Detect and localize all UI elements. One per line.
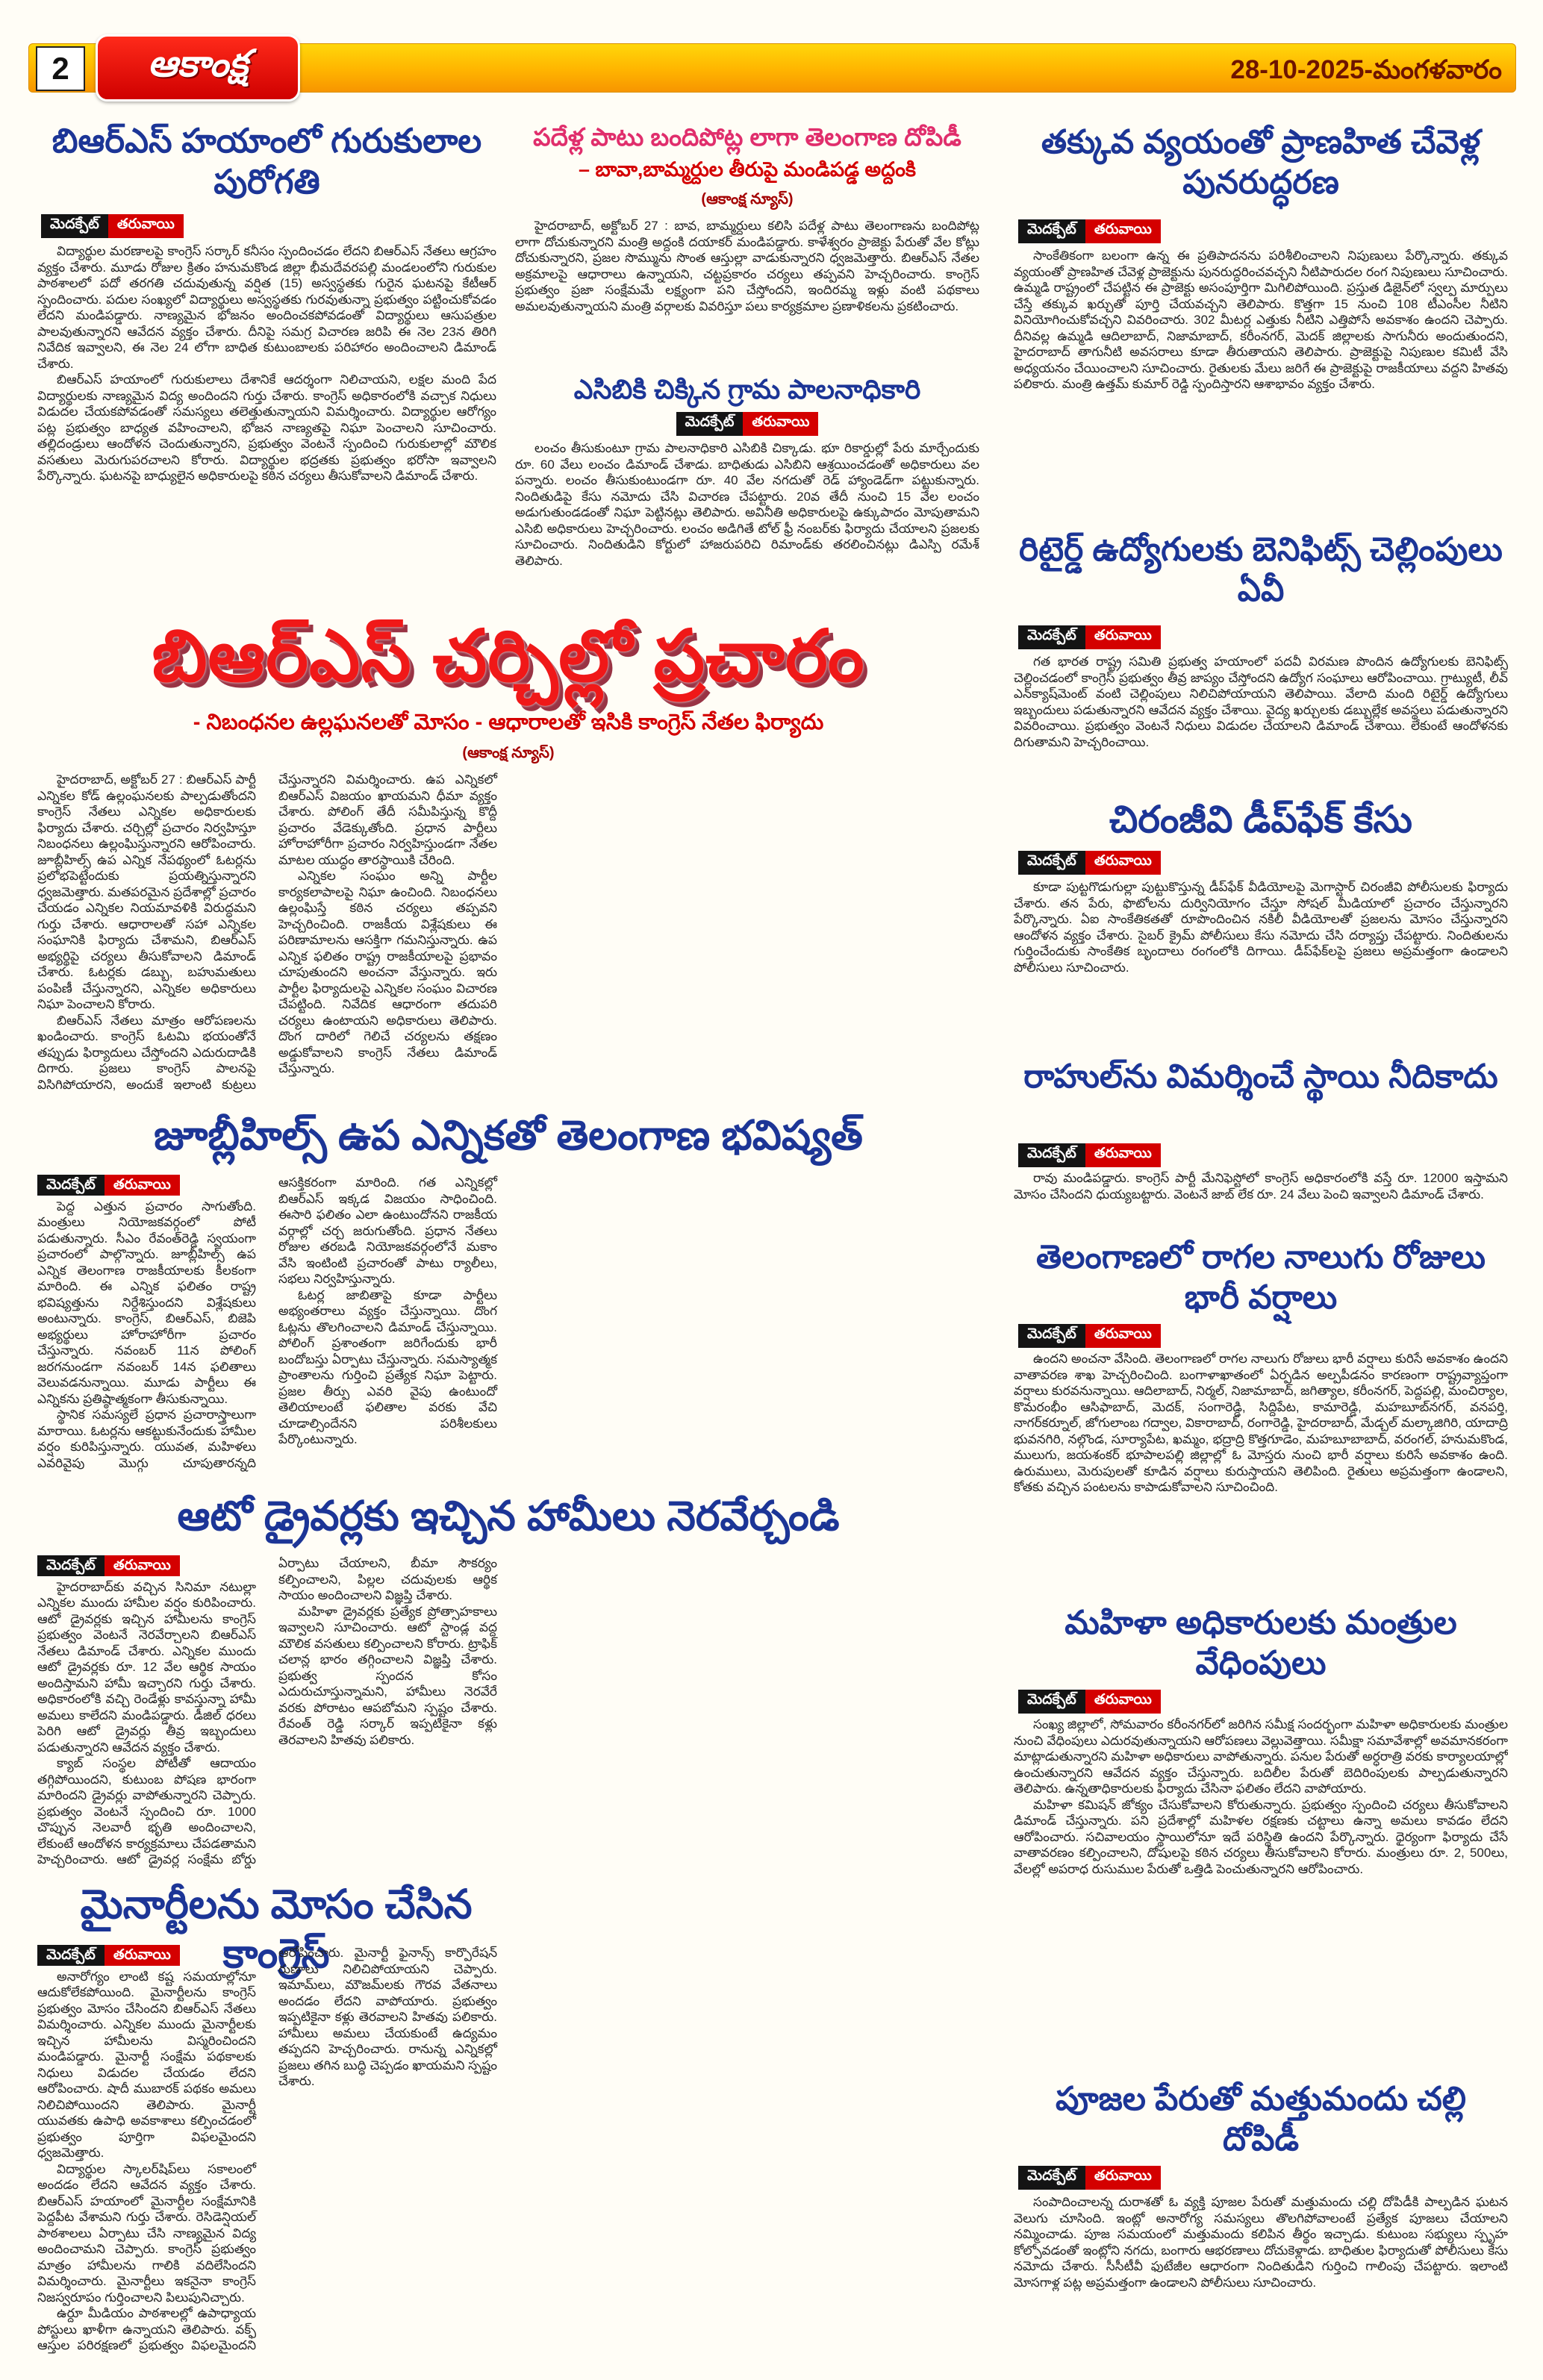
dateline-continuation: తరువాయి — [1085, 2166, 1161, 2190]
article-body-retired — [1014, 654, 1508, 794]
headline-rahul: రాహుల్‌ను విమర్శించే స్థాయి నీదికాదు — [1023, 1058, 1498, 1095]
dateline-continuation: తరువాయి — [105, 1175, 180, 1196]
edition-date: 28-10-2025-మంగళవారం — [1230, 55, 1502, 84]
dateline-tags — [1018, 1690, 1161, 1714]
body-paragraph: బిఆర్ఎస్ నేతలు మాత్రం ఆరోపణలను ఖండించారు. కాంగ్రెస్ ఓటమి భయంతోనే తప్పుడు ఫిర్యాదులు చేస్తోందని ఎదురుదాడికి దిగారు. ప్రజలు కాంగ్రెస్ పాలనపై విసిగిపోయారని, అందుకే ఇలాంటి కుట్రలు చేస్తున్నారని విమర్శించారు. ఉప ఎన్నికలో బిఆర్ఎస్ విజయం ఖాయమని ధీమా వ్యక్తం చేశారు. పోలింగ్ తేదీ సమీపిస్తున్న కొద్దీ ప్రచారం వేడెక్కుతోంది. ప్రధాన పార్టీలు హోరాహోరీగా ప్రచారం నిర్వహిస్తుండగా నేతల మాటల యుద్ధం తారస్థాయికి చేరింది. — [37, 772, 497, 1092]
dateline-tags — [515, 412, 979, 436]
dateline-place: మెదక్పేట్ — [37, 1945, 105, 1966]
body-paragraph: లంచం తీసుకుంటూ గ్రామ పాలనాధికారి ఎసిబికి చిక్కాడు. భూ రికార్డుల్లో పేరు మార్చేందుకు రూ. 60 వేలు లంచం డిమాండ్ చేశాడు. బాధితుడు ఎసిబిని ఆశ్రయించడంతో అధికారులు వల పన్నారు. లంచం తీసుకుంటుండగా రూ. 40 వేల నగదుతో రెడ్ హ్యాండెడ్‌గా పట్టుకున్నారు. నిందితుడిపై కేసు నమోదు చేసి విచారణ చేపట్టారు. 20వ తేదీ నుంచి 15 వేల లంచం అడుగుతుండడంతో నిఘా పెట్టినట్లు తెలిపారు. అవినీతి అధికారులపై ఉక్కుపాదం మోపుతామని ఎసిబి అధికారులు హెచ్చరించారు. లంచం అడిగితే టోల్ ఫ్రీ నంబర్‌కు ఫిర్యాదు చేయాలని ప్రజలకు సూచించారు. నిందితుడిని కోర్టులో హాజరుపరిచి రిమాండ్‌కు తరలించినట్లు డిఎస్పి రమేశ్ తెలిపారు. — [515, 441, 979, 568]
headline-jubilee: జూబ్లీహిల్స్ ఉప ఎన్నికతో తెలంగాణ భవిష్యత్ — [154, 1112, 863, 1158]
dateline-continuation: తరువాయి — [1085, 851, 1161, 875]
article-body-deepfake — [1014, 879, 1508, 1052]
subhead-dopidi: – బావా,బామ్మర్దుల తీరుపై మండిపడ్డ అద్దంకి — [579, 158, 916, 181]
body-paragraph: గత భారత రాష్ట్ర సమితి ప్రభుత్వ హయాంలో పదవీ విరమణ పొందిన ఉద్యోగులకు బెనిఫిట్స్ చెల్లించడంలో కాంగ్రెస్ ప్రభుత్వం తీవ్ర జాప్యం చేస్తోందని ఉద్యోగ సంఘాలు ఆరోపించాయి. గ్రాట్యుటీ, లీవ్ ఎన్‌క్యాష్‌మెంట్ వంటి చెల్లింపులు నిలిచిపోయాయని తెలిపాయి. వేలాది మంది రిటైర్డ్ ఉద్యోగులు ఇబ్బందులు పడుతున్నారని ఆవేదన వ్యక్తం చేశాయి. వైద్య ఖర్చులకు డబ్బుల్లేక అవస్థలు పడుతున్నారని వివరించాయి. ప్రభుత్వం వెంటనే నిధులు విడుదల చేయాలని డిమాండ్ చేశాయి. లేకుంటే ఆందోళనకు దిగుతామని హెచ్చరించాయి. — [1014, 655, 1508, 749]
dateline-place: మెదక్పేట్ — [676, 412, 744, 436]
article-body-auto — [37, 1555, 979, 1875]
dateline-place: మెదక్పేట్ — [1018, 219, 1085, 243]
body-paragraph: మహిళా కమిషన్ జోక్యం చేసుకోవాలని కోరుతున్నారు. ప్రభుత్వం స్పందించి చర్యలు తీసుకోవాలని డిమాండ్ చేస్తున్నారు. పని ప్రదేశాల్లో మహిళల రక్షణకు చట్టాలు ఉన్నా అమలు కావడం లేదని ఆరోపించారు. సచివాలయం స్థాయిలోనూ ఇదే పరిస్థితి ఉందని పేర్కొన్నారు. ధైర్యంగా ఫిర్యాదు చేసే వాతావరణం కల్పించాలని, దోషులపై కఠిన చర్యలు తీసుకోవాలని కోరారు. మంత్రులు రూ. 2, 500లు, వేలల్లో అపరాధ రుసుముల పేరుతో ఒత్తిడి పెంచుతున్నారని ఆరోపించారు. — [1014, 1797, 1508, 1876]
headline-deepfake: చిరంజీవి డీప్‌ఫేక్ కేసు — [1109, 799, 1412, 840]
dateline-tags — [37, 1175, 180, 1196]
dateline-continuation: తరువాయి — [1085, 1690, 1161, 1714]
body-paragraph: ఎన్నికల సంఘం అన్ని పార్టీల కార్యకలాపాలపై నిఘా ఉంచింది. నిబంధనలు ఉల్లంఘిస్తే కఠిన చర్యలు తప్పవని హెచ్చరించింది. రాజకీయ విశ్లేషకులు ఈ పరిణామాలను ఆసక్తిగా గమనిస్తున్నారు. ఉప ఎన్నిక ఫలితం రాష్ట్ర రాజకీయాలపై ప్రభావం చూపుతుందని అంచనా వేస్తున్నారు. ఇరు పార్టీల ఫిర్యాదులపై ఎన్నికల సంఘం విచారణ చేపట్టింది. నివేదిక ఆధారంగా తదుపరి చర్యలు ఉంటాయని అధికారులు తెలిపారు. దొంగ దారిలో గెలిచే చర్యలను తక్షణం అడ్డుకోవాలని కాంగ్రెస్ నేతలు డిమాండ్ చేస్తున్నారు. — [278, 869, 497, 1075]
dateline-tags — [37, 1555, 180, 1576]
article-body-gurukula — [37, 243, 496, 613]
page-number: 2 — [36, 46, 85, 91]
body-paragraph: రావు మండిపడ్డారు. కాంగ్రెస్ పార్టీ మేనిఫెస్టోలో కాంగ్రెస్ అధికారంలోకి వస్తే రూ. 12000 ఇస్తామని మోసం చేసిందని ధుయ్యబట్టారు. వెంటనే జాబ్ లేక రూ. 24 వేలు పెంచి ఇవ్వాలని డిమాండ్ చేశారు. — [1014, 1171, 1508, 1202]
body-paragraph: హైదరాబాద్, అక్టోబర్ 27 : బిఆర్ఎస్ పార్టీ ఎన్నికల కోడ్ ఉల్లంఘనలకు పాల్పడుతోందని కాంగ్రెస్ నేతలు ఎన్నికల అధికారులకు ఫిర్యాదు చేశారు. చర్చిల్లో ప్రచారం నిర్వహిస్తూ నిబంధనలు ఉల్లంఘిస్తున్నారని ఆరోపించారు. జూబ్లీహిల్స్ ఉప ఎన్నిక నేపథ్యంలో ఓటర్లను ప్రలోభపెట్టేందుకు ప్రయత్నిస్తున్నారని ధ్వజమెత్తారు. మతపరమైన ప్రదేశాల్లో ప్రచారం చేయడం ఎన్నికల నియమావళికి విరుద్ధమని గుర్తు చేశారు. ఆధారాలతో సహా ఎన్నికల సంఘానికి ఫిర్యాదు చేశామని, బిఆర్ఎస్ అభ్యర్థిపై చర్యలు తీసుకోవాలని డిమాండ్ చేశారు. ఓటర్లకు డబ్బు, బహుమతులు పంపిణీ చేస్తున్నారని, ఎన్నికల అధికారులు నిఘా పెంచాలని కోరారు. — [37, 772, 256, 1011]
article-body-pooja — [1014, 2194, 1508, 2366]
headline-minority: మైనార్టీలను మోసం చేసిన కాంగ్రెస్ — [80, 1882, 473, 1976]
dateline-tags — [1018, 851, 1161, 875]
headline-pooja: పూజల పేరుతో మత్తుమందు చల్లి దోపిడీ — [1055, 2081, 1467, 2158]
dateline-tags — [41, 214, 184, 238]
dateline-tags — [1018, 219, 1161, 243]
headline-gurukula: బిఆర్ఎస్ హయాంలో గురుకులాల పురోగతి — [52, 122, 482, 201]
body-paragraph: హైదరాబాద్‌కు వచ్చిన సినిమా నటుల్లా ఎన్నికల ముందు హామీల వర్షం కురిపించారు. ఆటో డ్రైవర్లకు ఇచ్చిన హామీలను కాంగ్రెస్ ప్రభుత్వం వెంటనే నెరవేర్చాలని బిఆర్ఎస్ నేతలు డిమాండ్ చేశారు. ఎన్నికల ముందు ఆటో డ్రైవర్లకు రూ. 12 వేల ఆర్థిక సాయం అందిస్తామని హామీ ఇచ్చారని గుర్తు చేశారు. అధికారంలోకి వచ్చి రెండేళ్లు కావస్తున్నా హామీ అమలు కాలేదని మండిపడ్డారు. డీజిల్ ధరలు పెరిగి ఆటో డ్రైవర్లు తీవ్ర ఇబ్బందులు పడుతున్నారని ఆవేదన వ్యక్తం చేశారు. — [37, 1579, 256, 1755]
dateline-continuation: తరువాయి — [1085, 219, 1161, 243]
news-credit: (ఆకాంక్ష న్యూస్) — [701, 191, 794, 207]
body-paragraph: స్థానిక సమస్యలే ప్రధాన ప్రచారాస్త్రాలుగా మారాయి. ఓటర్లను ఆకట్టుకునేందుకు హామీల వర్షం కురిపిస్తున్నారు. యువత, మహిళలు ఎవరివైపు మొగ్గు చూపుతారన్నది ఆసక్తికరంగా మారింది. గత ఎన్నికల్లో బిఆర్ఎస్ ఇక్కడ విజయం సాధించింది. ఈసారి ఫలితం ఎలా ఉంటుందోనని రాజకీయ వర్గాల్లో చర్చ జరుగుతోంది. ప్రధాన నేతలు రోజుల తరబడి నియోజకవర్గంలోనే మకాం వేసి ఇంటింటి ప్రచారంతో పాటు ర్యాలీలు, సభలు నిర్వహిస్తున్నారు. — [37, 1175, 497, 1470]
body-paragraph: మహిళా డ్రైవర్లకు ప్రత్యేక ప్రోత్సాహకాలు ఇవ్వాలని సూచించారు. ఆటో స్టాండ్ల వద్ద మౌలిక వసతులు కల్పించాలని కోరారు. ట్రాఫిక్ చలాన్ల భారం తగ్గించాలని విజ్ఞప్తి చేశారు. ప్రభుత్వ స్పందన కోసం ఎదురుచూస్తున్నామని, హామీలు నెరవేరే వరకు పోరాటం ఆపబోమని స్పష్టం చేశారు. రేవంత్ రెడ్డి సర్కార్ ఇప్పటికైనా కళ్లు తెరవాలని హితవు పలికారు. — [278, 1604, 497, 1747]
dateline-continuation: తరువాయి — [105, 1555, 180, 1576]
article-body-jubilee — [37, 1175, 979, 1484]
body-paragraph: ఉందని అంచనా వేసింది. తెలంగాణలో రాగల నాలుగు రోజులు భారీ వర్షాలు కురిసే అవకాశం ఉందని వాతావరణ శాఖ హెచ్చరించింది. బంగాళాఖాతంలో ఏర్పడిన అల్పపీడనం కారణంగా రాష్ట్రవ్యాప్తంగా వర్షాలు కురవనున్నాయి. ఆదిలాబాద్, నిర్మల్, నిజామాబాద్, జగిత్యాల, కరీంనగర్, పెద్దపల్లి, మంచిర్యాల, కొమరంభీం ఆసిఫాబాద్, మెదక్, సంగారెడ్డి, సిద్దిపేట, కామారెడ్డి, మహబూబ్‌నగర్, వనపర్తి, నాగర్‌కర్నూల్, జోగులాంబ గద్వాల, వికారాబాద్, రంగారెడ్డి, హైదరాబాద్, మేడ్చల్ మల్కాజిగిరి, యాదాద్రి భువనగిరి, నల్గొండ, సూర్యాపేట, ఖమ్మం, భద్రాద్రి కొత్తగూడెం, మహబూబాబాద్, వరంగల్, హనుమకొండ, ములుగు, జయశంకర్ భూపాలపల్లి జిల్లాల్లో ఓ మోస్తరు నుంచి భారీ వర్షాలు కురిసే అవకాశం ఉంది. ఉరుములు, మెరుపులతో కూడిన వర్షాలు కురుస్తాయని తెలిపింది. రైతులు అప్రమత్తంగా ఉండాలని, కోతకు వచ్చిన పంటలను కాపాడుకోవాలని సూచించింది. — [1014, 1352, 1508, 1494]
body-paragraph: బిఆర్ఎస్ హయాంలో గురుకులాలు దేశానికే ఆదర్శంగా నిలిచాయని, లక్షల మంది పేద విద్యార్థులకు నాణ్యమైన విద్య అందిందని గుర్తు చేశారు. కాంగ్రెస్ అధికారంలోకి వచ్చాక నిధులు విడుదల చేయకపోవడంతో సమస్యలు తలెత్తుతున్నాయని విమర్శించారు. విద్యార్థుల ఆరోగ్యం పట్ల ప్రభుత్వం బాధ్యత వహించాలని, భోజన నాణ్యతపై నిఘా పెంచాలని సూచించారు. తల్లిదండ్రులు ఆందోళన చెందుతున్నారని, ప్రభుత్వం వెంటనే స్పందించి గురుకులాల్లో మౌలిక వసతులు మెరుగుపరచాలని కోరారు. విద్యార్థుల భద్రతకు ప్రభుత్వం భరోసా ఇవ్వాలని పేర్కొన్నారు. ఘటనపై బాధ్యులైన అధికారులపై కఠిన చర్యలు తీసుకోవాలని డిమాండ్ చేశారు. — [37, 372, 496, 483]
dateline-tags — [1018, 625, 1161, 649]
body-paragraph: సంపాదించాలన్న దురాశతో ఓ వ్యక్తి పూజల పేరుతో మత్తుమందు చల్లి దోపిడీకి పాల్పడిన ఘటన వెలుగు చూసింది. ఇంట్లో అనారోగ్య సమస్యలు తొలగిపోవాలంటే ప్రత్యేక పూజలు చేయాలని నమ్మించాడు. పూజ సమయంలో మత్తుమందు కలిపిన తీర్థం ఇచ్చాడు. కుటుంబ సభ్యులు స్పృహ కోల్పోవడంతో ఇంట్లోని నగదు, బంగారు ఆభరణాలు దోచుకెళ్లాడు. బాధితుల ఫిర్యాదుతో పోలీసులు కేసు నమోదు చేశారు. సీసీటీవీ ఫుటేజీల ఆధారంగా నిందితుడిని గుర్తించి గాలింపు చేపట్టారు. ఇలాంటి మోసగాళ్ల పట్ల అప్రమత్తంగా ఉండాలని పోలీసులు సూచించారు. — [1014, 2195, 1508, 2290]
body-paragraph: కూడా పుట్టగొడుగుల్లా పుట్టుకొస్తున్న డీప్‌ఫేక్ వీడియోలపై మెగాస్టార్ చిరంజీవి పోలీసులకు ఫిర్యాదు చేశారు. తన పేరు, ఫొటోలను దుర్వినియోగం చేస్తూ సోషల్ మీడియాలో ప్రచారం చేస్తున్నారని పేర్కొన్నారు. ఏఐ సాంకేతికతతో రూపొందించిన నకిలీ వీడియోలతో ప్రజలను మోసం చేస్తున్నారని ఆందోళన వ్యక్తం చేశారు. సైబర్ క్రైమ్ పోలీసులు కేసు నమోదు చేసి దర్యాప్తు చేపట్టారు. నిందితులను గుర్తించేందుకు సాంకేతిక బృందాలు రంగంలోకి దిగాయి. డీప్‌ఫేక్‌లపై ప్రజలు అప్రమత్తంగా ఉండాలని పోలీసులు సూచించారు. — [1014, 880, 1508, 975]
dateline-place: మెదక్పేట్ — [1018, 625, 1085, 649]
body-paragraph: పెద్ద ఎత్తున ప్రచారం సాగుతోంది. మంత్రులు నియోజకవర్గంలో పోటీ పడుతున్నారు. సీఎం రేవంత్‌రెడ్డి స్వయంగా ప్రచారంలో పాల్గొన్నారు. జూబ్లీహిల్స్ ఉప ఎన్నిక తెలంగాణ రాజకీయాలకు కీలకంగా మారింది. ఈ ఎన్నిక ఫలితం రాష్ట్ర భవిష్యత్తును నిర్దేశిస్తుందని విశ్లేషకులు అంటున్నారు. కాంగ్రెస్, బిఆర్ఎస్, బిజెపి అభ్యర్థులు హోరాహోరీగా ప్రచారం చేస్తున్నారు. నవంబర్ 11న పోలింగ్ జరగనుండగా నవంబర్ 14న ఫలితాలు వెలువడనున్నాయి. మూడు పార్టీలు ఈ ఎన్నికను ప్రతిష్ఠాత్మకంగా తీసుకున్నాయి. — [37, 1199, 256, 1406]
dateline-continuation: తరువాయి — [1085, 1324, 1161, 1348]
article-body-church — [37, 772, 979, 1105]
subhead-church: - నిబంధనల ఉల్లఘనలతో మోసం - ఆధారాలతో ఇసికి కాంగ్రెస్ నేతల ఫిర్యాదు — [193, 710, 824, 734]
dateline-place: మెదక్పేట్ — [1018, 1324, 1085, 1348]
body-paragraph: విద్యార్థుల మరణాలపై కాంగ్రెస్ సర్కార్ కనీసం స్పందించడం లేదని బిఆర్ఎస్ నేతలు ఆగ్రహం వ్యక్తం చేశారు. మూడు రోజుల క్రితం హనుమకొండ జిల్లా భీమదేవరపల్లి మండలంలోని గురుకుల పాఠశాలలో పదో తరగతి చదువుతున్న వర్షిత (15) అస్వస్థతకు గురైన ఘటనపై కేటీఆర్ స్పందించారు. పదుల సంఖ్యలో విద్యార్థులు అస్వస్థతకు గురవుతున్నా ప్రభుత్వం పట్టించుకోవడం లేదని మండిపడ్డారు. నాణ్యమైన భోజనం అందించకపోవడంతో విద్యార్థులు ఆసుపత్రుల పాలవుతున్నారని ఆవేదన వ్యక్తం చేశారు. దీనిపై సమగ్ర విచారణ జరిపి ఈ నెల 23న తిరిగి నివేదిక ఇవ్వాలని, ఈ నెల 24 లోగా బాధిత కుటుంబాలకు పరిహారం అందించాలని డిమాండ్ చేశారు. — [37, 244, 496, 371]
article-body-women — [1014, 1717, 1508, 2072]
headline-auto: ఆటో డ్రైవర్లకు ఇచ్చిన హామీలు నెరవేర్చండి — [177, 1493, 840, 1539]
dateline-continuation: తరువాయి — [1085, 625, 1161, 649]
headline-retired: రిటైర్డ్ ఉద్యోగులకు బెనిఫిట్స్ చెల్లింపులు ఏవీ — [1019, 531, 1503, 608]
article-body-pranahita — [1014, 248, 1508, 524]
news-credit: (ఆకాంక్ష న్యూస్) — [462, 745, 555, 761]
dateline-place: మెదక్పేట్ — [37, 1175, 105, 1196]
dateline-tags — [37, 1945, 180, 1966]
article-body-acb — [515, 440, 979, 619]
dateline-place: మెదక్పేట్ — [1018, 1143, 1085, 1167]
body-paragraph: క్యాబ్ సంస్థల పోటీతో ఆదాయం తగ్గిపోయిందని, కుటుంబ పోషణ భారంగా మారిందని డ్రైవర్లు వాపోతున్నారని చెప్పారు. ప్రభుత్వం వెంటనే స్పందించి రూ. 1000 చొప్పున నెలవారీ భృతి అందించాలని, లేకుంటే ఆందోళన కార్యక్రమాలు చేపడతామని హెచ్చరించారు. ఆటో డ్రైవర్ల సంక్షేమ బోర్డు ఏర్పాటు చేయాలని, బీమా సౌకర్యం కల్పించాలని, పిల్లల చదువులకు ఆర్థిక సాయం అందించాలని విజ్ఞప్తి చేశారు. — [37, 1556, 497, 1867]
dateline-continuation: తరువాయి — [1085, 1143, 1161, 1167]
dateline-tags — [1018, 1324, 1161, 1348]
article-body-dopidi — [515, 218, 979, 369]
masthead-logo: ఆకాంక్ష — [96, 34, 300, 101]
dateline-tags — [1018, 1143, 1161, 1167]
body-paragraph: అనారోగ్యం లాంటి కష్ట సమయాల్లోనూ ఆదుకోలేకపోయింది. మైనార్టీలను కాంగ్రెస్ ప్రభుత్వం మోసం చేసిందని బిఆర్ఎస్ నేతలు విమర్శించారు. ఎన్నికల ముందు మైనార్టీలకు ఇచ్చిన హామీలను విస్మరించిందని మండిపడ్డారు. మైనార్టీ సంక్షేమ పథకాలకు నిధులు విడుదల చేయడం లేదని ఆరోపించారు. షాదీ ముబారక్ పథకం అమలు నిలిచిపోయిందని తెలిపారు. మైనార్టీ యువతకు ఉపాధి అవకాశాలు కల్పించడంలో ప్రభుత్వం పూర్తిగా విఫలమైందని ధ్వజమెత్తారు. — [37, 1969, 256, 2160]
article-body-minority — [37, 1945, 979, 2366]
body-paragraph: సంఖ్య జిల్లాలో, సోమవారం కరీంనగర్‌లో జరిగిన సమీక్ష సందర్భంగా మహిళా అధికారులకు మంత్రుల నుంచి వేధింపులు ఎదురవుతున్నాయని ఆరోపణలు వెల్లువెత్తాయి. సమీక్షా సమావేశాల్లో అవమానకరంగా మాట్లాడుతున్నారని మహిళా అధికారులు వాపోతున్నారు. పనుల పేరుతో అర్ధరాత్రి వరకు కార్యాలయాల్లో ఉంచుతున్నారని ఆవేదన వ్యక్తం చేస్తున్నారు. బదిలీల పేరుతో బెదిరింపులకు పాల్పడుతున్నారని తెలిపారు. ఉన్నతాధికారులకు ఫిర్యాదు చేసినా ఫలితం లేదని వాపోయారు. — [1014, 1717, 1508, 1796]
body-paragraph: హైదరాబాద్, అక్టోబర్ 27 : బావ, బామ్మర్దులు కలిసి పదేళ్ల పాటు తెలంగాణను బందిపోట్ల లాగా దోచుకున్నారని మంత్రి అద్దంకి దయాకర్ మండిపడ్డారు. కాళేశ్వరం ప్రాజెక్టు పేరుతో వేల కోట్లు దోచుకున్నారని, ప్రజల సొమ్మును సొంత ఆస్తుల్లా వాడుకున్నారని ధ్వజమెత్తారు. బిఆర్ఎస్ నేతల అక్రమాలపై ఆధారాలు ఉన్నాయని, చట్టప్రకారం చర్యలు తప్పవని హెచ్చరించారు. కాంగ్రెస్ ప్రభుత్వం ప్రజా సంక్షేమమే లక్ష్యంగా పని చేస్తోందని, ఇందిరమ్మ ఇళ్లు వంటి పథకాలు అమలవుతున్నాయని మంత్రి వర్గాలకు వివరిస్తూ పలు కార్యక్రమాల ప్రణాళికలను ప్రకటించారు. — [515, 219, 979, 313]
dateline-place: మెదక్పేట్ — [41, 214, 108, 238]
body-paragraph: ఓటర్ల జాబితాపై కూడా పార్టీలు అభ్యంతరాలు వ్యక్తం చేస్తున్నాయి. దొంగ ఓట్లను తొలగించాలని డిమాండ్ చేస్తున్నాయి. పోలింగ్ ప్రశాంతంగా జరిగేందుకు భారీ బందోబస్తు ఏర్పాటు చేస్తున్నారు. సమస్యాత్మక ప్రాంతాలను గుర్తించి ప్రత్యేక నిఘా పెట్టారు. ప్రజల తీర్పు ఎవరి వైపు ఉంటుందో తెలియాలంటే ఫలితాల వరకు వేచి చూడాల్సిందేనని పరిశీలకులు పేర్కొంటున్నారు. — [278, 1287, 497, 1446]
headline-church: బిఆర్ఎస్ చర్చిల్లో ప్రచారం — [152, 616, 865, 696]
dateline-continuation: తరువాయి — [105, 1945, 180, 1966]
dateline-continuation: తరువాయి — [743, 412, 818, 436]
headline-acb: ఎసిబికి చిక్కిన గ్రామ పాలనాధికారి — [573, 374, 921, 405]
body-paragraph: ఉర్దూ మీడియం పాఠశాలల్లో ఉపాధ్యాయ పోస్టులు ఖాళీగా ఉన్నాయని తెలిపారు. వక్ఫ్ ఆస్తుల పరిరక్షణలో ప్రభుత్వం విఫలమైందని ఆరోపించారు. మైనార్టీ ఫైనాన్స్ కార్పొరేషన్ రుణాలు నిలిచిపోయాయని చెప్పారు. ఇమామ్‌లు, మౌజమ్‌లకు గౌరవ వేతనాలు అందడం లేదని వాపోయారు. ప్రభుత్వం ఇప్పటికైనా కళ్లు తెరవాలని హితవు పలికారు. హామీలు అమలు చేయకుంటే ఉద్యమం తప్పదని హెచ్చరించారు. రానున్న ఎన్నికల్లో ప్రజలు తగిన బుద్ధి చెప్పడం ఖాయమని స్పష్టం చేశారు. — [37, 1946, 497, 2352]
body-paragraph: సాంకేతికంగా బలంగా ఉన్న ఈ ప్రతిపాదనను పరిశీలించాలని నిపుణులు పేర్కొన్నారు. తక్కువ వ్యయంతో ప్రాణహిత చేవెళ్ల ప్రాజెక్టును పునరుద్ధరించవచ్చని నీటిపారుదల రంగ నిపుణులు సూచించారు. ఉమ్మడి రాష్ట్రంలో చేపట్టిన ఈ ప్రాజెక్టు అసంపూర్తిగా మిగిలిపోయింది. ప్రస్తుత డిజైన్‌లో స్వల్ప మార్పులు చేస్తే తక్కువ ఖర్చుతో పూర్తి చేయవచ్చని తెలిపారు. కొత్తగా 15 నుంచి 108 టీఎంసీల నీటిని వినియోగించుకోవచ్చని వివరించారు. 302 మీటర్ల ఎత్తుకు నీటిని ఎత్తిపోసే అవకాశం ఉందని చెప్పారు. దీనివల్ల ఉమ్మడి ఆదిలాబాద్, నిజామాబాద్, కరీంనగర్, మెదక్ జిల్లాలకు సాగునీరు అందుతుందని, హైదరాబాద్ తాగునీటి అవసరాలు కూడా తీరుతాయని తెలిపారు. ప్రాజెక్టుపై నిపుణుల కమిటీ వేసి అధ్యయనం చేయించాలని సూచించారు. రైతులకు మేలు జరిగే ఈ ప్రాజెక్టుపై రాజకీయాలు వద్దని హితవు పలికారు. మంత్రి ఉత్తమ్ కుమార్ రెడ్డి స్పందిస్తారని ఆశాభావం వ్యక్తం చేశారు. — [1014, 249, 1508, 391]
article-body-rahul — [1014, 1170, 1508, 1234]
headline-pranahita: తక్కువ వ్యయంతో ప్రాణహిత చేవెళ్ల పునరుద్ధరణ — [1041, 124, 1481, 201]
article-body-rains — [1014, 1351, 1508, 1597]
dateline-tags — [1018, 2166, 1161, 2190]
dateline-place: మెదక్పేట్ — [1018, 2166, 1085, 2190]
dateline-place: మెదక్పేట్ — [37, 1555, 105, 1576]
dateline-place: మెదక్పేట్ — [1018, 1690, 1085, 1714]
headline-women: మహిళా అధికారులకు మంత్రుల వేధింపులు — [1064, 1605, 1457, 1681]
dateline-continuation: తరువాయి — [108, 214, 184, 238]
headline-dopidi: పదేళ్ల పాటు బందిపోట్ల లాగా తెలంగాణ దోపిడీ — [533, 123, 961, 151]
body-paragraph: విద్యార్థుల స్కాలర్‌షిప్‌లు సకాలంలో అందడం లేదని ఆవేదన వ్యక్తం చేశారు. బిఆర్ఎస్ హయాంలో మైనార్టీల సంక్షేమానికి పెద్దపీట వేశామని గుర్తు చేశారు. రెసిడెన్షియల్ పాఠశాలలు ఏర్పాటు చేసి నాణ్యమైన విద్య అందించామని చెప్పారు. కాంగ్రెస్ ప్రభుత్వం మాత్రం హామీలను గాలికి వదిలేసిందని విమర్శించారు. మైనార్టీలు ఇకనైనా కాంగ్రెస్ నిజస్వరూపం గుర్తించాలని పిలుపునిచ్చారు. — [37, 2161, 256, 2305]
dateline-place: మెదక్పేట్ — [1018, 851, 1085, 875]
headline-rains: తెలంగాణలో రాగల నాలుగు రోజులు భారీ వర్షాలు — [1036, 1239, 1486, 1316]
